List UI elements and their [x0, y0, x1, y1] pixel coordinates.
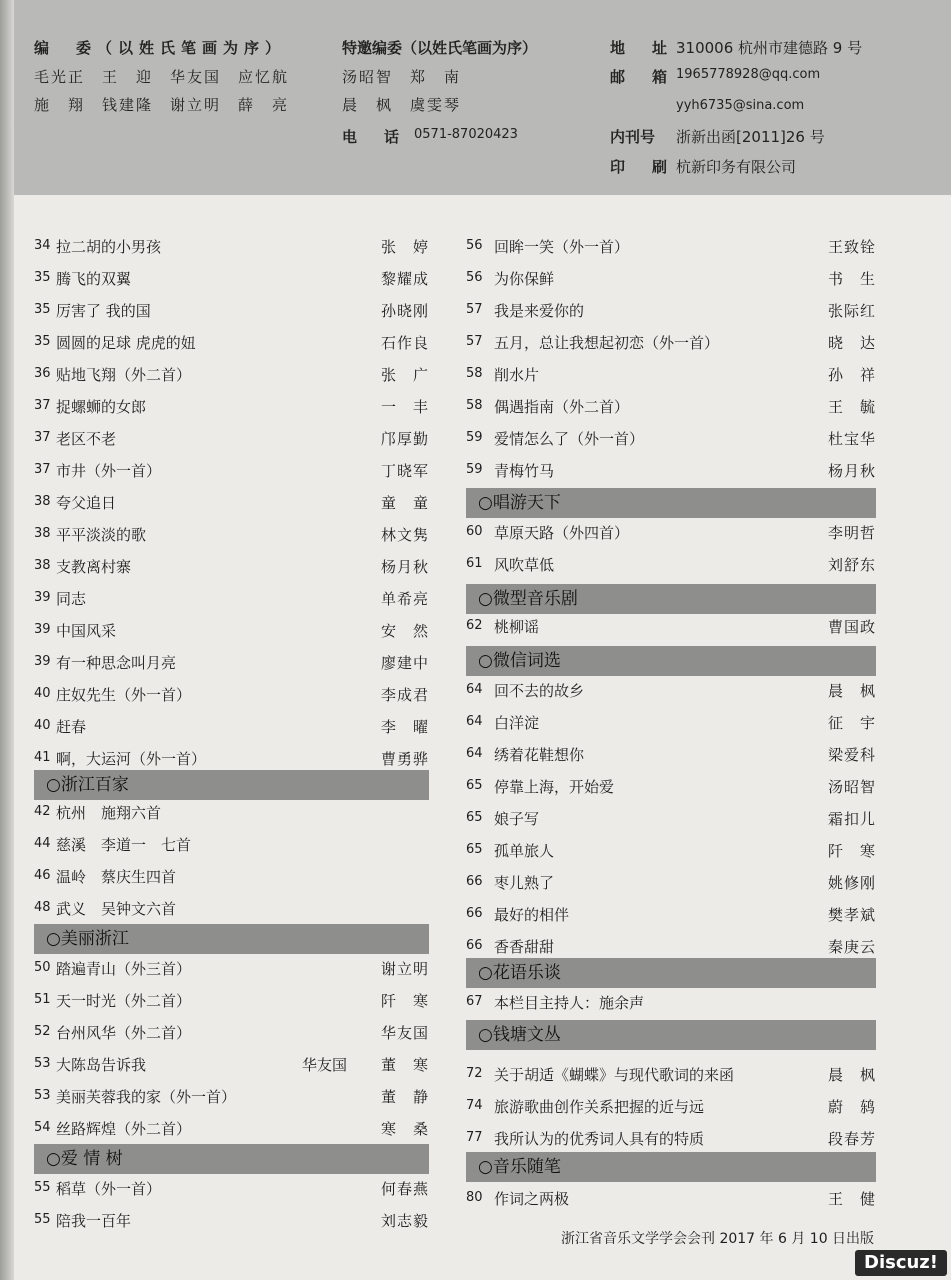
page-number: 39	[34, 590, 51, 605]
page-number: 53	[34, 1088, 51, 1103]
entry-author: 一 丰	[380, 398, 429, 416]
permit-value: 浙新出函[2011]26 号	[676, 128, 825, 146]
page-number: 36	[34, 366, 51, 381]
entry-title: 丝路辉煌（外二首）	[56, 1120, 192, 1138]
print-label: 印 刷	[610, 158, 674, 176]
page-number: 52	[34, 1024, 51, 1039]
entry-title: 赶春	[56, 718, 87, 736]
toc-entry	[34, 748, 429, 770]
entry-author: 梁爱科	[827, 746, 876, 764]
entry-author: 寒 桑	[380, 1120, 429, 1138]
entry-title: 腾飞的双翼	[56, 270, 132, 288]
entry-author: 孙晓刚	[380, 302, 429, 320]
entry-title: 绣着花鞋想你	[494, 746, 585, 764]
entry-author: 邝厚勤	[380, 430, 429, 448]
entry-title: 夸父追日	[56, 494, 117, 512]
entry-title: 有一种思念叫月亮	[56, 654, 177, 672]
entry-author: 刘舒东	[827, 556, 876, 574]
entry-title: 白洋淀	[494, 714, 540, 732]
page-number: 38	[34, 558, 51, 573]
editors-label: 编 委（以姓氏笔画为序）	[34, 39, 287, 57]
editors-line-1: 毛光正 王 迎 华友国 应忆航	[34, 68, 290, 86]
entry-author: 王 毓	[827, 398, 876, 416]
page-number: 77	[466, 1130, 483, 1145]
section-header	[466, 488, 876, 518]
entry-title: 稻草（外一首）	[56, 1180, 162, 1198]
section-title: ○浙江百家	[46, 775, 129, 795]
entry-author: 童 童	[380, 494, 429, 512]
page-number: 57	[466, 334, 483, 349]
page-number: 39	[34, 622, 51, 637]
entry-author: 曹国政	[827, 618, 876, 636]
editors-line-2: 施 翔 钱建隆 谢立明 薛 亮	[34, 96, 290, 114]
toc-entry	[466, 268, 876, 290]
page-number: 74	[466, 1098, 483, 1113]
toc-entry	[466, 332, 876, 354]
toc-entry	[466, 1064, 876, 1086]
page-number: 61	[466, 556, 483, 571]
section-title: ○钱塘文丛	[478, 1025, 561, 1045]
page-number: 51	[34, 992, 51, 1007]
entry-title: 香香甜甜	[494, 938, 555, 956]
toc-entry	[34, 1054, 429, 1076]
entry-author: 李成君	[380, 686, 429, 704]
section-header	[466, 1152, 876, 1182]
section-header	[34, 1144, 429, 1174]
toc-entry	[34, 524, 429, 546]
toc-entry	[34, 300, 429, 322]
page-number: 59	[466, 430, 483, 445]
toc-entry	[34, 802, 429, 824]
entry-author: 晓 达	[827, 334, 876, 352]
entry-title: 天一时光（外二首）	[56, 992, 192, 1010]
section-header	[466, 646, 876, 676]
masthead	[14, 0, 951, 195]
book-spine-shadow	[0, 0, 14, 1280]
page-number: 42	[34, 804, 51, 819]
page-number: 55	[34, 1212, 51, 1227]
section-title: ○微型音乐剧	[478, 589, 578, 609]
entry-author: 董 静	[380, 1088, 429, 1106]
entry-title: 风吹草低	[494, 556, 555, 574]
toc-entry	[466, 616, 876, 638]
print-value: 杭新印务有限公司	[676, 158, 797, 176]
toc-entry	[466, 364, 876, 386]
entry-author: 杜宝华	[827, 430, 876, 448]
entry-author: 黎耀成	[380, 270, 429, 288]
section-title: ○爱 情 树	[46, 1149, 123, 1169]
entry-author: 谢立明	[380, 960, 429, 978]
page-number: 58	[466, 398, 483, 413]
toc-entry	[466, 522, 876, 544]
toc-entry	[466, 808, 876, 830]
toc-entry	[466, 904, 876, 926]
toc-entry	[466, 300, 876, 322]
permit-label: 内刊号	[610, 128, 656, 146]
magazine-page	[14, 0, 951, 1280]
entry-title: 削水片	[494, 366, 540, 384]
entry-title: 青梅竹马	[494, 462, 555, 480]
entry-author: 廖建中	[380, 654, 429, 672]
entry-title: 同志	[56, 590, 87, 608]
entry-title: 我所认为的优秀词人具有的特质	[494, 1130, 705, 1148]
entry-author: 汤昭智	[827, 778, 876, 796]
entry-title: 中国风采	[56, 622, 117, 640]
toc-entry	[466, 776, 876, 798]
toc-entry	[34, 1210, 429, 1232]
page-number: 48	[34, 900, 51, 915]
entry-title: 杭州 施翔六首	[56, 804, 162, 822]
entry-author: 阡 寒	[380, 992, 429, 1010]
entry-author: 杨月秋	[380, 558, 429, 576]
page-number: 37	[34, 398, 51, 413]
entry-title: 啊，大运河（外一首）	[56, 750, 207, 768]
page-number: 35	[34, 302, 51, 317]
entry-title: 桃柳谣	[494, 618, 540, 636]
toc-entry	[34, 364, 429, 386]
toc-entry	[466, 872, 876, 894]
toc-entry	[466, 840, 876, 862]
entry-author: 李明哲	[827, 524, 876, 542]
toc-entry	[466, 236, 876, 258]
section-title: ○音乐随笔	[478, 1157, 561, 1177]
toc-entry	[34, 492, 429, 514]
toc-entry	[34, 396, 429, 418]
toc-entry	[34, 460, 429, 482]
entry-title: 台州风华（外二首）	[56, 1024, 192, 1042]
phone-value: 0571-87020423	[414, 127, 518, 142]
entry-author: 张 婷	[380, 238, 429, 256]
page-number: 72	[466, 1066, 483, 1081]
entry-author: 丁晓军	[380, 462, 429, 480]
page-number: 56	[466, 238, 483, 253]
toc-entry	[34, 428, 429, 450]
entry-title: 美丽芙蓉我的家（外一首）	[56, 1088, 237, 1106]
entry-title: 陪我一百年	[56, 1212, 132, 1230]
page-number: 64	[466, 714, 483, 729]
page-number: 59	[466, 462, 483, 477]
section-title: ○花语乐谈	[478, 963, 561, 983]
page-number: 80	[466, 1190, 483, 1205]
entry-author: 何春燕	[380, 1180, 429, 1198]
section-header	[466, 958, 876, 988]
entry-title: 老区不老	[56, 430, 117, 448]
toc-entry	[34, 652, 429, 674]
toc-entry	[466, 744, 876, 766]
page-number: 66	[466, 874, 483, 889]
page-number: 62	[466, 618, 483, 633]
entry-author: 王 健	[827, 1190, 876, 1208]
toc-entry	[34, 866, 429, 888]
page-number: 54	[34, 1120, 51, 1135]
entry-title: 庄奴先生（外一首）	[56, 686, 192, 704]
toc-entry	[34, 898, 429, 920]
entry-title: 为你保鲜	[494, 270, 555, 288]
page-number: 50	[34, 960, 51, 975]
entry-title: 关于胡适《蝴蝶》与现代歌词的来函	[494, 1066, 735, 1084]
toc-entry	[34, 1118, 429, 1140]
guest-editors-line-2: 晨 枫 虞雯琴	[342, 96, 462, 114]
entry-title: 回不去的故乡	[494, 682, 585, 700]
toc-entry	[466, 554, 876, 576]
mail-label: 邮 箱	[610, 68, 674, 86]
entry-author: 李 曜	[380, 718, 429, 736]
page-number: 65	[466, 810, 483, 825]
entry-title: 本栏目主持人：施余声	[494, 994, 645, 1012]
entry-author: 张际红	[827, 302, 876, 320]
entry-author: 王致铨	[827, 238, 876, 256]
entry-title: 武义 吴钟文六首	[56, 900, 177, 918]
page-number: 37	[34, 462, 51, 477]
entry-author: 樊孝斌	[827, 906, 876, 924]
entry-author: 刘志毅	[380, 1212, 429, 1230]
entry-author: 秦庚云	[827, 938, 876, 956]
entry-title: 支教离村寨	[56, 558, 132, 576]
entry-composer: 华友国	[302, 1056, 348, 1074]
entry-title: 作词之两极	[494, 1190, 570, 1208]
section-header	[466, 584, 876, 614]
page-number: 35	[34, 270, 51, 285]
entry-author: 安 然	[380, 622, 429, 640]
toc-entry	[466, 712, 876, 734]
page-number: 55	[34, 1180, 51, 1195]
entry-title: 枣儿熟了	[494, 874, 555, 892]
entry-author: 董 寒	[380, 1056, 429, 1074]
entry-title: 贴地飞翔（外二首）	[56, 366, 192, 384]
toc-entry	[34, 236, 429, 258]
page-number: 64	[466, 746, 483, 761]
entry-title: 偶遇指南（外二首）	[494, 398, 630, 416]
entry-title: 捉螺蛳的女郎	[56, 398, 147, 416]
toc-entry	[34, 332, 429, 354]
mail-value-1: 1965778928@qq.com	[676, 67, 821, 82]
entry-title: 我是来爱你的	[494, 302, 585, 320]
entry-title: 爱情怎么了（外一首）	[494, 430, 645, 448]
page-number: 44	[34, 836, 51, 851]
page-number: 34	[34, 238, 51, 253]
entry-title: 温岭 蔡庆生四首	[56, 868, 177, 886]
entry-author: 阡 寒	[827, 842, 876, 860]
toc-entry	[34, 1178, 429, 1200]
entry-author: 霜扣儿	[827, 810, 876, 828]
entry-author: 姚修刚	[827, 874, 876, 892]
section-header	[34, 770, 429, 800]
toc-entry	[466, 1128, 876, 1150]
entry-title: 回眸一笑（外一首）	[494, 238, 630, 256]
page-number: 40	[34, 686, 51, 701]
entry-title: 市井（外一首）	[56, 462, 162, 480]
toc-entry	[466, 428, 876, 450]
page-number: 46	[34, 868, 51, 883]
entry-title: 厉害了 我的国	[56, 302, 151, 320]
toc-entry	[466, 460, 876, 482]
entry-author: 杨月秋	[827, 462, 876, 480]
entry-author: 蔚 鸫	[827, 1098, 876, 1116]
entry-author: 孙 祥	[827, 366, 876, 384]
forum-watermark: Discuz!	[855, 1250, 947, 1276]
entry-author: 书 生	[827, 270, 876, 288]
entry-author: 张 广	[380, 366, 429, 384]
page-number: 64	[466, 682, 483, 697]
entry-title: 最好的相伴	[494, 906, 570, 924]
toc-entry	[466, 992, 876, 1014]
entry-author: 征 宇	[827, 714, 876, 732]
page-number: 39	[34, 654, 51, 669]
section-title: ○美丽浙江	[46, 929, 129, 949]
entry-title: 五月，总让我想起初恋（外一首）	[494, 334, 720, 352]
entry-author: 段春芳	[827, 1130, 876, 1148]
page-number: 67	[466, 994, 483, 1009]
phone-label: 电 话	[342, 128, 406, 146]
entry-title: 平平淡淡的歌	[56, 526, 147, 544]
page-number: 40	[34, 718, 51, 733]
section-header	[466, 1020, 876, 1050]
entry-title: 慈溪 李道一 七首	[56, 836, 192, 854]
section-header	[34, 924, 429, 954]
section-title: ○唱游天下	[478, 493, 561, 513]
toc-entry	[34, 834, 429, 856]
entry-title: 草原天路（外四首）	[494, 524, 630, 542]
entry-author: 石作良	[380, 334, 429, 352]
entry-author: 林文隽	[380, 526, 429, 544]
entry-title: 圆圆的足球 虎虎的妞	[56, 334, 196, 352]
page-number: 65	[466, 778, 483, 793]
toc-entry	[34, 620, 429, 642]
toc-entry	[34, 958, 429, 980]
entry-title: 拉二胡的小男孩	[56, 238, 162, 256]
page-number: 38	[34, 526, 51, 541]
guest-editors-label: 特邀编委（以姓氏笔画为序）	[342, 39, 538, 57]
entry-author: 晨 枫	[827, 682, 876, 700]
toc-entry	[466, 680, 876, 702]
page-number: 60	[466, 524, 483, 539]
mail-value-2: yyh6735@sina.com	[676, 98, 805, 113]
entry-author: 华友国	[380, 1024, 429, 1042]
publication-footer: 浙江省音乐文学学会会刊 2017 年 6 月 10 日出版	[561, 1231, 875, 1247]
toc-entry	[34, 588, 429, 610]
page-number: 38	[34, 494, 51, 509]
page-number: 65	[466, 842, 483, 857]
page-number: 53	[34, 1056, 51, 1071]
toc-entry	[466, 1096, 876, 1118]
toc-entry	[34, 716, 429, 738]
entry-title: 停靠上海，开始爱	[494, 778, 615, 796]
address-value: 310006 杭州市建德路 9 号	[676, 39, 863, 57]
page-number: 41	[34, 750, 51, 765]
toc-entry	[34, 556, 429, 578]
page-number: 35	[34, 334, 51, 349]
toc-entry	[34, 684, 429, 706]
toc-entry	[466, 396, 876, 418]
entry-author: 曹勇骅	[380, 750, 429, 768]
toc-entry	[466, 936, 876, 958]
toc-entry	[34, 1086, 429, 1108]
toc-entry	[34, 268, 429, 290]
page-number: 58	[466, 366, 483, 381]
toc-entry	[34, 1022, 429, 1044]
entry-title: 孤单旅人	[494, 842, 555, 860]
page-number: 56	[466, 270, 483, 285]
page-number: 57	[466, 302, 483, 317]
entry-author: 晨 枫	[827, 1066, 876, 1084]
page-number: 66	[466, 938, 483, 953]
toc-entry	[34, 990, 429, 1012]
toc-entry	[466, 1188, 876, 1210]
page-number: 66	[466, 906, 483, 921]
entry-author: 单希亮	[380, 590, 429, 608]
address-label: 地 址	[610, 39, 674, 57]
entry-title: 大陈岛告诉我	[56, 1056, 147, 1074]
page-number: 37	[34, 430, 51, 445]
entry-title: 踏遍青山（外三首）	[56, 960, 192, 978]
entry-title: 娘子写	[494, 810, 540, 828]
guest-editors-line-1: 汤昭智 郑 南	[342, 68, 462, 86]
entry-title: 旅游歌曲创作关系把握的近与远	[494, 1098, 705, 1116]
section-title: ○微信词选	[478, 651, 561, 671]
